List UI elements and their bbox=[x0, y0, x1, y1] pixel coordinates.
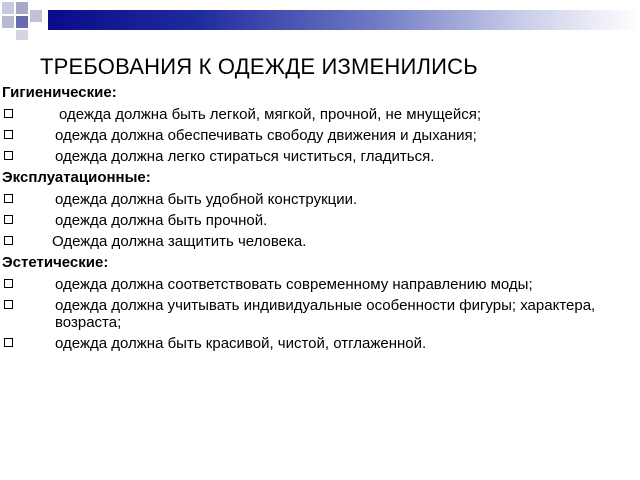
decor-square bbox=[2, 2, 14, 14]
section-hygienic bbox=[0, 84, 630, 165]
square-bullet-icon bbox=[4, 130, 13, 139]
square-bullet-icon bbox=[4, 109, 13, 118]
list-item bbox=[0, 297, 630, 331]
slide-title: ТРЕБОВАНИЯ К ОДЕЖДЕ ИЗМЕНИЛИСЬ bbox=[40, 54, 478, 79]
list-item-text: одежда должна быть красивой, чистой, отглаженной. bbox=[55, 335, 427, 352]
square-bullet-icon bbox=[4, 338, 13, 347]
decor-square bbox=[16, 30, 28, 40]
list-item-text: одежда должна учитывать индивидуальные особенности фигуры; характера, возраста; bbox=[55, 297, 596, 331]
square-bullet-icon bbox=[4, 194, 13, 203]
decor-square bbox=[16, 2, 28, 14]
list-item bbox=[0, 106, 630, 123]
square-bullet-icon bbox=[4, 151, 13, 160]
section-operational bbox=[0, 169, 630, 250]
square-bullet-icon bbox=[4, 215, 13, 224]
section-aesthetic bbox=[0, 254, 630, 352]
list-item bbox=[0, 335, 630, 352]
square-bullet-icon bbox=[4, 300, 13, 309]
list-item-text: одежда должна обеспечивать свободу движения и дыхания; bbox=[55, 127, 477, 144]
list-item bbox=[0, 191, 630, 208]
list-item-text: Одежда должна защитить человека. bbox=[52, 233, 307, 250]
section-heading: Эстетические: bbox=[2, 254, 109, 271]
decor-square bbox=[2, 16, 14, 28]
decorative-gradient-bar bbox=[48, 10, 640, 30]
section-heading: Эксплуатационные: bbox=[2, 169, 151, 186]
slide-body bbox=[0, 84, 630, 356]
section-heading: Гигиенические: bbox=[2, 84, 117, 101]
list-item-text: одежда должна соответствовать современному направлению моды; bbox=[55, 276, 533, 293]
list-item bbox=[0, 233, 630, 250]
list-item-text: одежда должна быть прочной. bbox=[55, 212, 268, 229]
list-item bbox=[0, 148, 630, 165]
list-item bbox=[0, 212, 630, 229]
list-item-text: одежда должна легко стираться чиститься, гладиться. bbox=[55, 148, 435, 165]
list-item bbox=[0, 127, 630, 144]
square-bullet-icon bbox=[4, 279, 13, 288]
decor-square bbox=[16, 16, 28, 28]
list-item-text: одежда должна быть легкой, мягкой, прочной, не мнущейся; bbox=[59, 106, 482, 123]
list-item-text: одежда должна быть удобной конструкции. bbox=[55, 191, 358, 208]
decor-square bbox=[30, 10, 42, 22]
list-item bbox=[0, 276, 630, 293]
square-bullet-icon bbox=[4, 236, 13, 245]
